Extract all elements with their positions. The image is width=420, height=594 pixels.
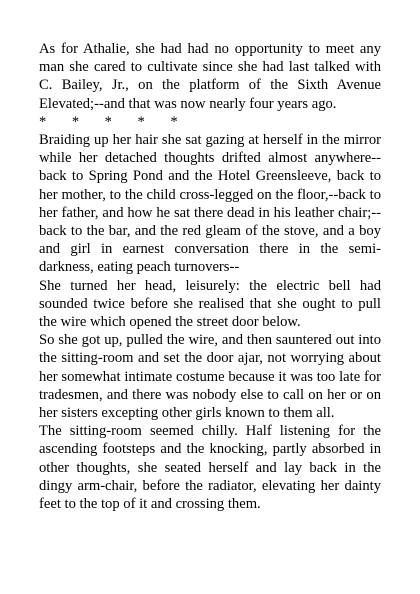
paragraph-athalie-opportunity: As for Athalie, she had had no opportunity to meet any man she cared to cultivate since she had last talked with C. Bailey, Jr., on the platform of the Sixth Avenue Elevated;--and that was now nearly four years ago.	[39, 41, 381, 112]
paragraph-sitting-room-door: So she got up, pulled the wire, and then sauntered out into the sitting-room and set the door ajar, not worrying about her somewhat intimate costume because it was too late for tradesmen, and there was nobody else to call on her or on her sisters excepting other girls known to them all.	[39, 332, 381, 422]
paragraph-chilly-room: The sitting-room seemed chilly. Half listening for the ascending footsteps and the knocking, partly absorbed in other thoughts, she seated herself and lay back in the dingy arm-chair, before the radiator, elevating her dainty feet to the top of it and crossing them.	[39, 423, 381, 513]
paragraph-braiding-hair: Braiding up her hair she sat gazing at herself in the mirror while her detached thoughts drifted almost anywhere--back to Spring Pond and the Hotel Greensleeve, back to her mother, to the child cross-legged on the floor,--back to her father, and how he sat there dead in his leather chair;--back to the bar, and the red gleam of the stove, and a boy and girl in earnest conversation there in the semi-darkness, eating peach turnovers--	[39, 132, 381, 276]
document-page	[39, 40, 381, 513]
paragraph-electric-bell: She turned her head, leisurely: the electric bell had sounded twice before she realised that she ought to pull the wire which opened the street door below.	[39, 277, 381, 331]
section-break-asterisks: * * * * *	[39, 113, 178, 130]
